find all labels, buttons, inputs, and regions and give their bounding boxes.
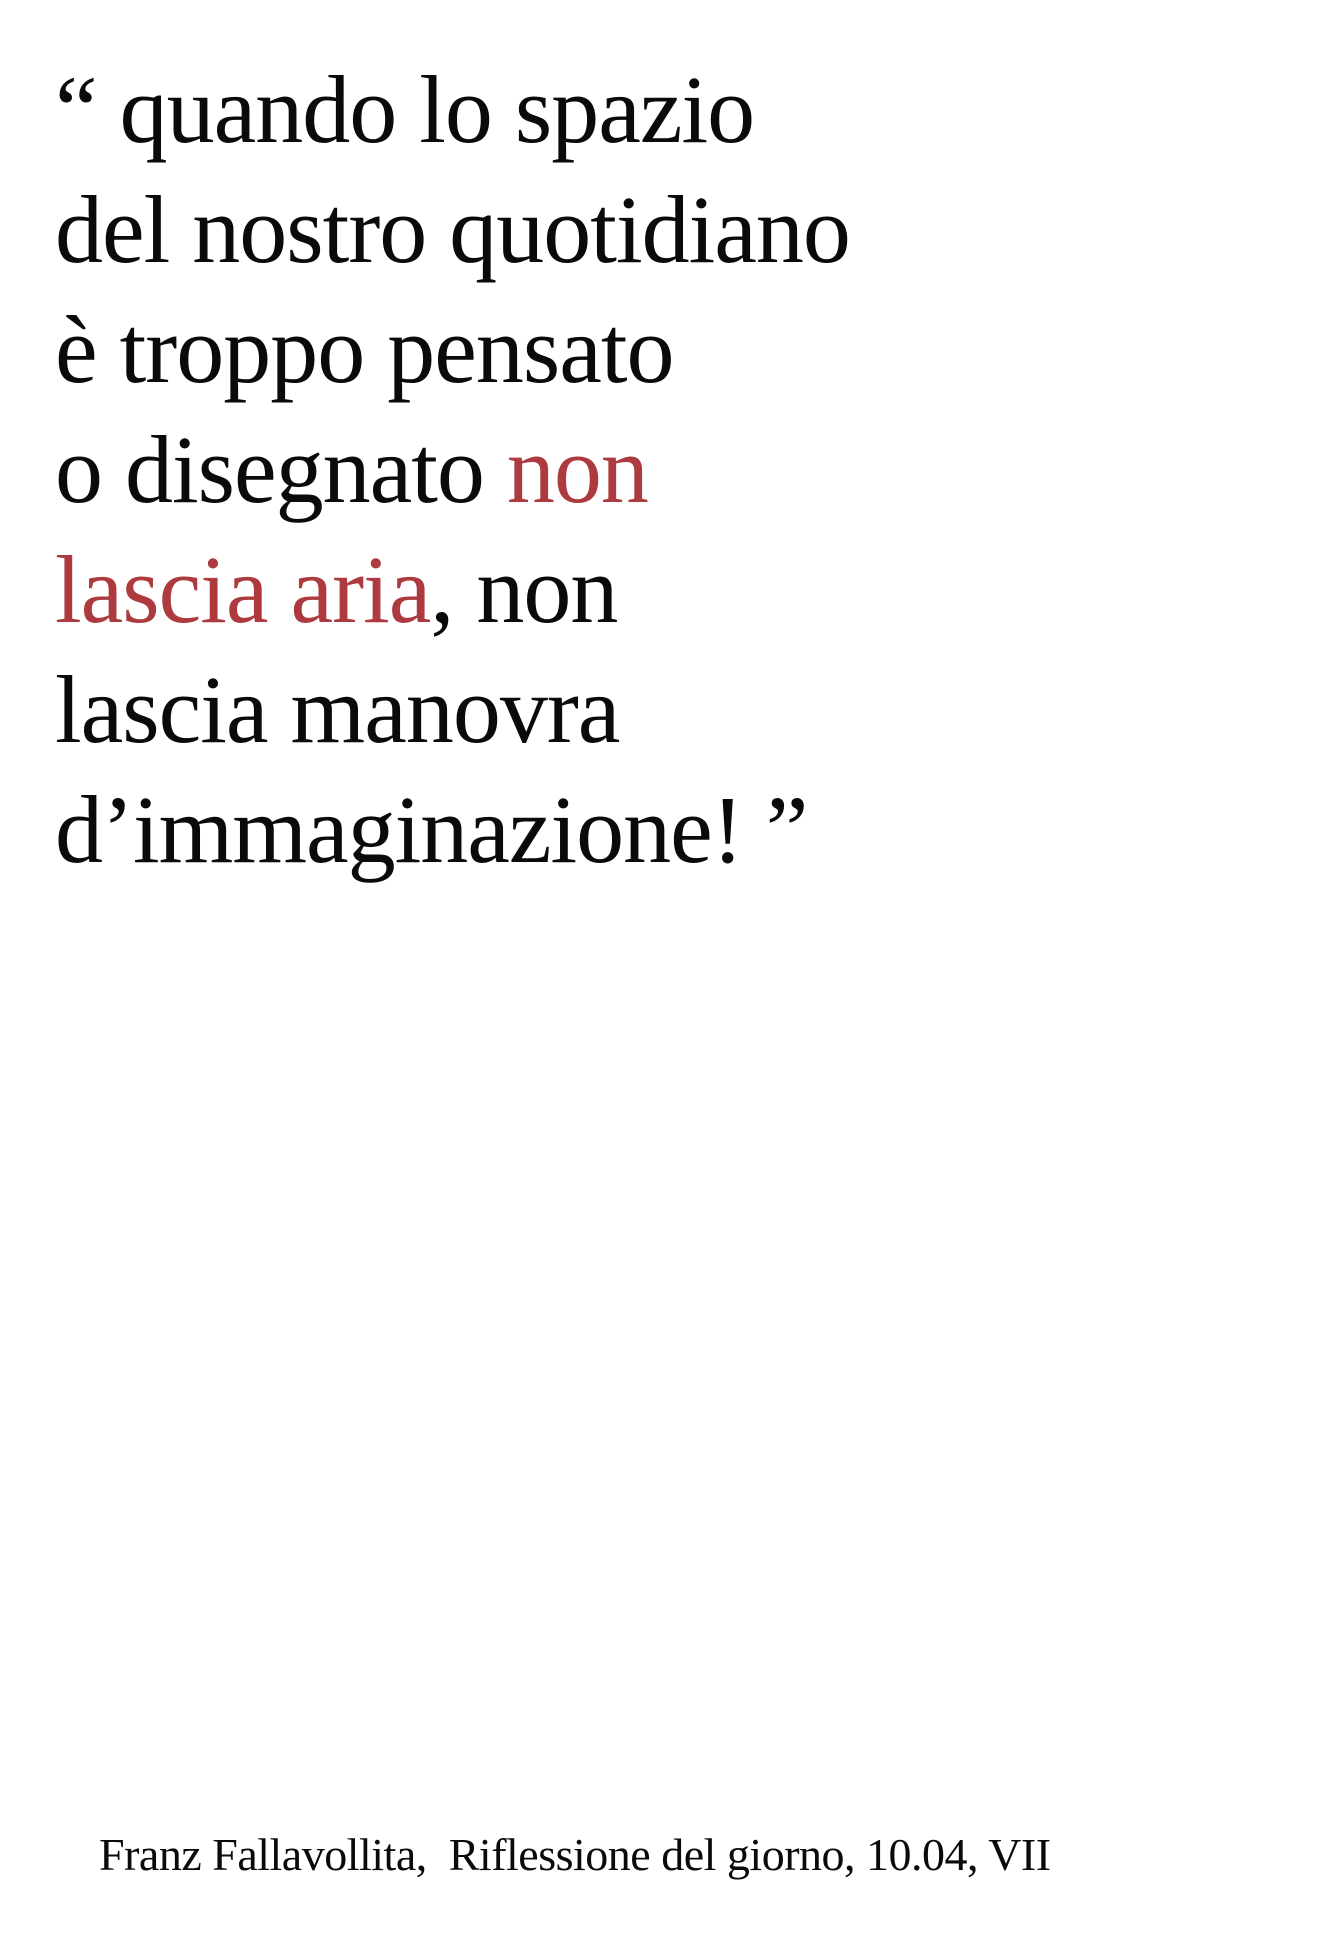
quote-text-segment: lascia manovra bbox=[55, 656, 620, 763]
quote-text-segment: , non bbox=[430, 536, 618, 643]
quote-accent-segment: non bbox=[506, 416, 648, 523]
quote-line bbox=[55, 170, 1275, 290]
quote-text-segment: o disegnato bbox=[55, 416, 507, 523]
quote-line bbox=[55, 530, 1275, 650]
attribution-text: Franz Fallavollita, Riflessione del giorno, 10.04, VII bbox=[99, 1829, 1051, 1881]
quote-line bbox=[55, 650, 1275, 770]
quote-line bbox=[55, 290, 1275, 410]
quote-open-segment: “ quando lo spazio bbox=[55, 56, 755, 163]
quote-line bbox=[55, 50, 1275, 170]
quote-text-segment: è troppo pensato bbox=[55, 296, 674, 403]
quote-close-segment: d’immaginazione! ” bbox=[55, 776, 808, 883]
attribution-footer bbox=[55, 1772, 1275, 1938]
quote-text bbox=[55, 50, 1275, 890]
quote-accent-segment: lascia aria bbox=[55, 536, 431, 643]
quote-text-segment: del nostro quotidiano bbox=[55, 176, 850, 283]
quote-line bbox=[55, 770, 1275, 890]
quote-line bbox=[55, 410, 1275, 530]
